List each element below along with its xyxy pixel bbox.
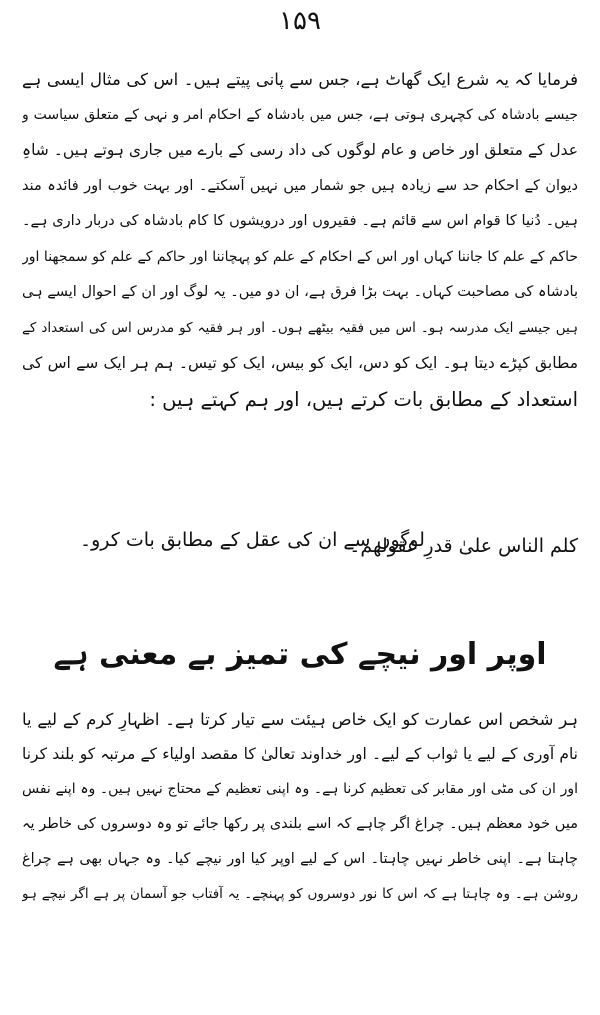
section-heading: اوپر اور نیچے کی تمیز بے معنی ہے	[53, 637, 547, 672]
text-line: ہیں۔ دُنیا کا قوام اس سے قائم ہے۔ فقیروں اور درویشوں کا کام بادشاہ کی دربار داری ہے۔	[22, 213, 578, 229]
text-line: فرمایا کہ یہ شرع ایک گھاٹ ہے، جس سے پانی پیتے ہیں۔ اس کی مثال ایسی ہے	[22, 70, 578, 89]
text-line: میں خود معظم ہیں۔ چراغ اگر چاہے کہ اسے بلندی پر رکھا جائے تو وہ دوسروں کی خاطر یہ	[22, 816, 578, 832]
text-line: حاکم کے علم کا جاننا کہاں اور اس کے احکام کے علم کو پہچاننا اور حاکم کے علم کو سمجھنا اور	[22, 248, 578, 265]
text-line: چاہتا ہے۔ اپنی خاطر نہیں چاہتا۔ اس کے لیے اوپر کیا اور نیچے کیا۔ وہ جہاں بھی ہے چراغ	[22, 851, 578, 867]
text-line: اور ان کی مٹی اور مقابر کی تعظیم کرنا ہے۔ وہ اپنی تعظیم کے محتاج نہیں ہیں۔ وہ اپنے نفس	[22, 781, 578, 797]
paragraph-1	[22, 62, 578, 417]
text-line: نام آوری کے لیے یا ثواب کے لیے۔ اور خداوند تعالیٰ کا مقصد اولیاء کے مرتبہ کو بلند کرنا	[22, 745, 578, 763]
text-line: جیسے بادشاہ کی کچہری ہوتی ہے، جس میں بادشاہ کے احکام امر و نہی کے متعلق سیاست و	[22, 106, 578, 123]
text-line: استعداد کے مطابق بات کرتے ہیں، اور ہم کہتے ہیں :	[149, 387, 578, 411]
text-line: ہیں جیسے ایک مدرسہ ہو۔ اس میں فقیہ بیٹھے ہوں۔ اور ہر فقیہ کو مدرس اس کی استعداد کے	[22, 319, 578, 336]
paragraph-2	[22, 702, 578, 912]
text-line: دیوان کے احکام حد سے زیادہ ہیں جو شمار میں نہیں آسکتے۔ اور بہت خوب اور فائدہ مند	[22, 177, 578, 194]
text-line: ہر شخص اس عمارت کو ایک خاص ہیئت سے تیار کرتا ہے۔ اظہارِ کرم کے لیے یا	[22, 710, 578, 729]
quote-arabic: کلم الناس علیٰ قدرِ عقولھم۔	[349, 535, 578, 557]
quote-translation: لوگوں سے ان کی عقل کے مطابق بات کرو۔	[80, 529, 425, 551]
text-line: عدل کے متعلق اور خاص و عام لوگوں کی داد رسی کے بارے میں جاری ہوتے ہیں۔ شاہِ	[22, 141, 578, 159]
text-line: روشن ہے۔ وہ چاہتا ہے کہ اس کا نور دوسروں کو پہنچے۔ یہ آفتاب جو آسمان پر ہے اگر نیچے ہو	[22, 886, 578, 902]
page-number: ۱۵۹	[279, 6, 321, 36]
quote	[22, 528, 578, 564]
text-line: بادشاہ کی مصاحبت کہاں۔ بہت بڑا فرق ہے، ان دو میں۔ یہ لوگ اور ان کے احوال ایسے ہی	[22, 284, 578, 300]
text-line: مطابق کپڑے دیتا ہو۔ ایک کو دس، ایک کو بیس، ایک کو تیس۔ ہم ہر ایک سے اس کی	[22, 354, 578, 372]
